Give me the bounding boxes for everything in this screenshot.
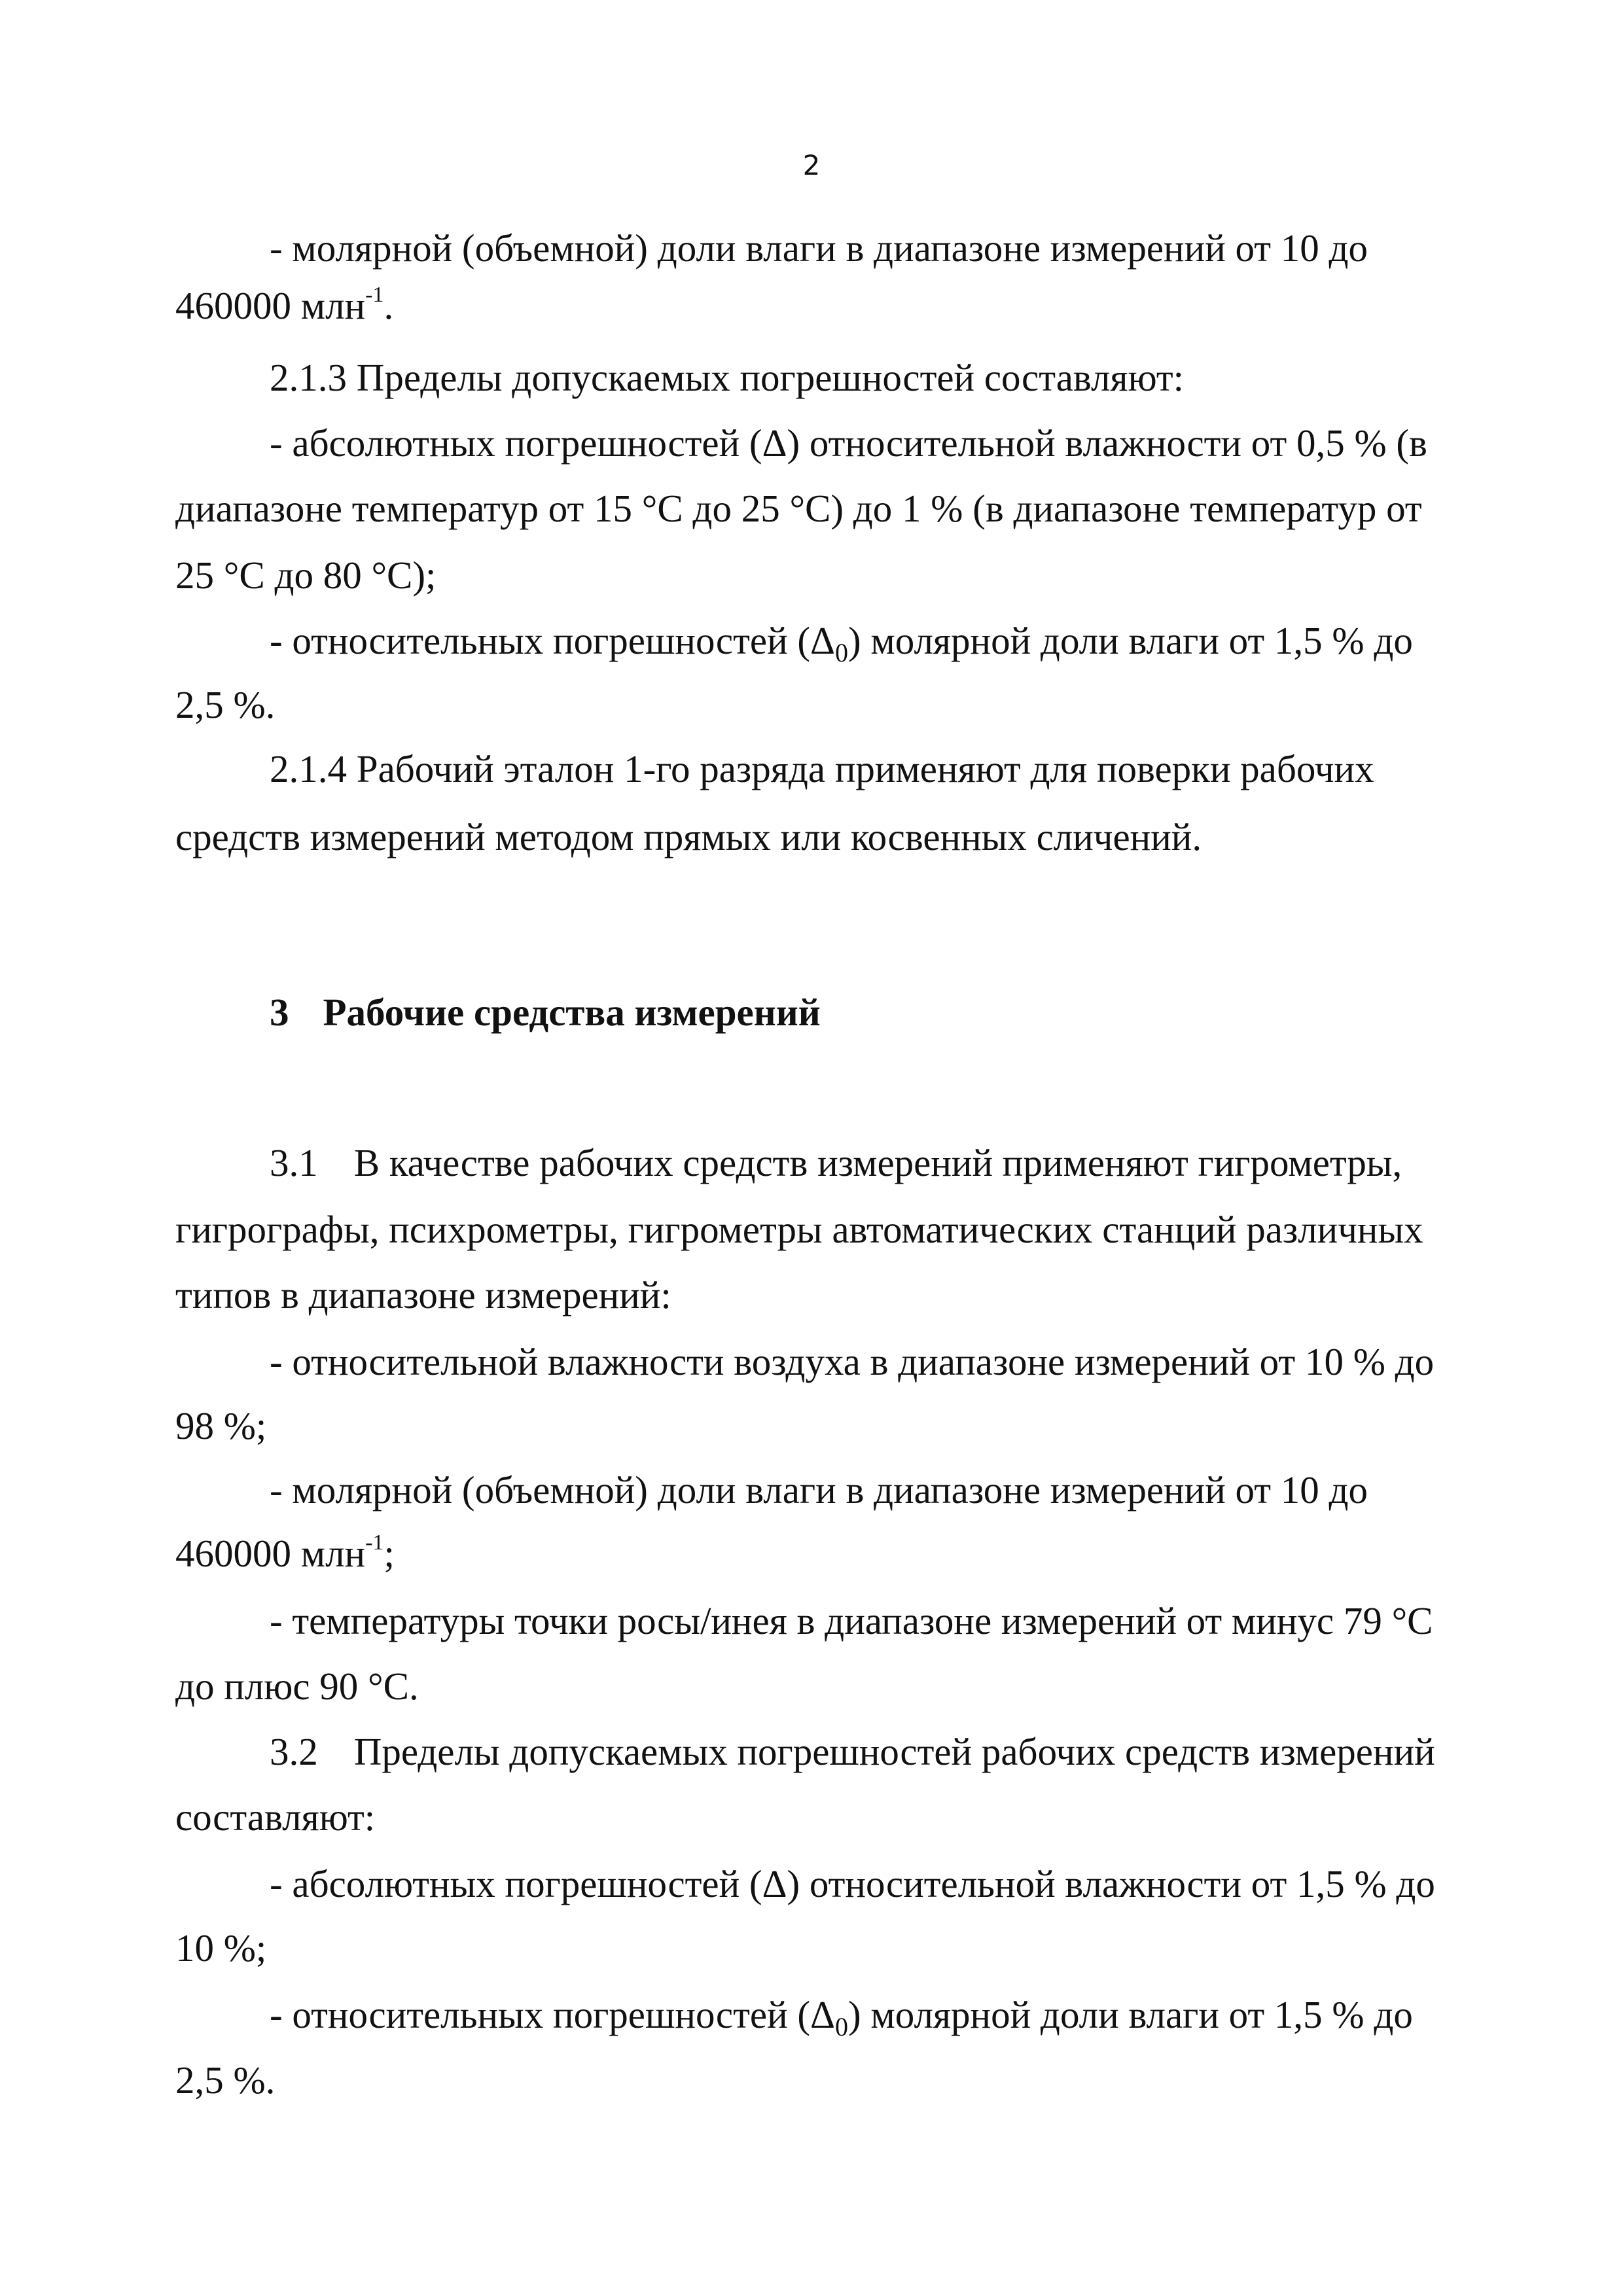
text-line bbox=[270, 226, 1448, 270]
text-span: - температуры точки росы/инея в диапазоне измерений от минус 79 °С bbox=[270, 1599, 1433, 1642]
text-span: до плюс 90 °С. bbox=[175, 1665, 419, 1708]
text-line bbox=[175, 1926, 267, 1969]
text-line bbox=[175, 1210, 1448, 1249]
text-span: типов в диапазоне измерений: bbox=[175, 1273, 671, 1316]
section-heading bbox=[270, 993, 821, 1032]
text-line bbox=[270, 619, 1413, 667]
text-line bbox=[175, 2058, 276, 2102]
subscript: 0 bbox=[835, 2012, 848, 2041]
text-line bbox=[175, 1795, 376, 1839]
text-line bbox=[175, 489, 1448, 528]
text-span: . bbox=[383, 284, 394, 327]
subscript: 0 bbox=[835, 638, 848, 667]
text-line bbox=[175, 283, 394, 327]
text-span: 460000 млн bbox=[175, 284, 366, 327]
text-span: Пределы допускаемых погрешностей рабочих средств измерений bbox=[353, 1730, 1435, 1773]
text-span: 2,5 %. bbox=[175, 2058, 276, 2102]
text-span: - абсолютных погрешностей (Δ) относительной влажности от 0,5 % (в bbox=[270, 421, 1427, 465]
text-span: 460000 млн bbox=[175, 1532, 366, 1575]
text-span: В качестве рабочих средств измерений применяют гигрометры, bbox=[353, 1141, 1402, 1184]
page-number: 2 bbox=[802, 149, 821, 181]
text-span: 2.1.4 Рабочий эталон 1-го разряда применяют для поверки рабочих bbox=[270, 747, 1374, 790]
text-line bbox=[270, 1141, 1448, 1184]
text-line bbox=[175, 1530, 395, 1575]
text-line bbox=[270, 1468, 1368, 1511]
text-line bbox=[270, 747, 1448, 790]
text-span: - относительных погрешностей (Δ bbox=[270, 1993, 835, 2036]
text-line bbox=[175, 1667, 419, 1706]
superscript: -1 bbox=[365, 1530, 384, 1555]
text-span: 10 %; bbox=[175, 1926, 267, 1969]
text-line bbox=[270, 1730, 1448, 1773]
text-line bbox=[270, 1599, 1433, 1642]
text-span: 25 °С до 80 °С); bbox=[175, 554, 437, 597]
text-span: - относительной влажности воздуха в диапазоне измерений от 10 % до bbox=[270, 1340, 1435, 1383]
text-line bbox=[175, 556, 436, 595]
text-line bbox=[270, 1340, 1435, 1383]
text-span: ) молярной доли влаги от 1,5 % до bbox=[848, 1993, 1413, 2036]
text-span: 2,5 %. bbox=[175, 683, 276, 726]
item-number: 3.2 bbox=[270, 1730, 318, 1773]
text-span: диапазоне температур от 15 °С до 25 °С) до 1 % (в диапазоне температур от bbox=[175, 487, 1422, 530]
text-line bbox=[175, 683, 276, 726]
text-span: 98 %; bbox=[175, 1404, 267, 1447]
text-line bbox=[270, 1993, 1413, 2041]
text-span: - относительных погрешностей (Δ bbox=[270, 619, 835, 662]
item-number: 3.1 bbox=[270, 1141, 318, 1184]
section-title: Рабочие средства измерений bbox=[323, 991, 821, 1034]
text-span: 2.1.3 Пределы допускаемых погрешностей составляют: bbox=[270, 356, 1185, 399]
section-number: 3 bbox=[270, 991, 289, 1034]
text-span: гигрографы, психрометры, гигрометры автоматических станций различных bbox=[175, 1208, 1423, 1251]
text-line bbox=[270, 421, 1448, 465]
text-span: ) молярной доли влаги от 1,5 % до bbox=[848, 619, 1413, 662]
text-span: средств измерений методом прямых или косвенных сличений. bbox=[175, 815, 1202, 858]
text-line bbox=[175, 815, 1202, 858]
text-span: - молярной (объемной) доли влаги в диапазоне измерений от 10 до bbox=[270, 1468, 1368, 1511]
text-line bbox=[175, 1273, 671, 1316]
text-line bbox=[270, 356, 1185, 399]
text-span: - абсолютных погрешностей (Δ) относительной влажности от 1,5 % до bbox=[270, 1862, 1435, 1905]
text-line bbox=[270, 1862, 1435, 1905]
text-span: - молярной (объемной) доли влаги в диапазоне измерений от 10 до bbox=[270, 226, 1368, 270]
text-span: составляют: bbox=[175, 1795, 376, 1839]
text-span: ; bbox=[383, 1532, 395, 1575]
text-line bbox=[175, 1404, 267, 1447]
superscript: -1 bbox=[365, 283, 384, 307]
